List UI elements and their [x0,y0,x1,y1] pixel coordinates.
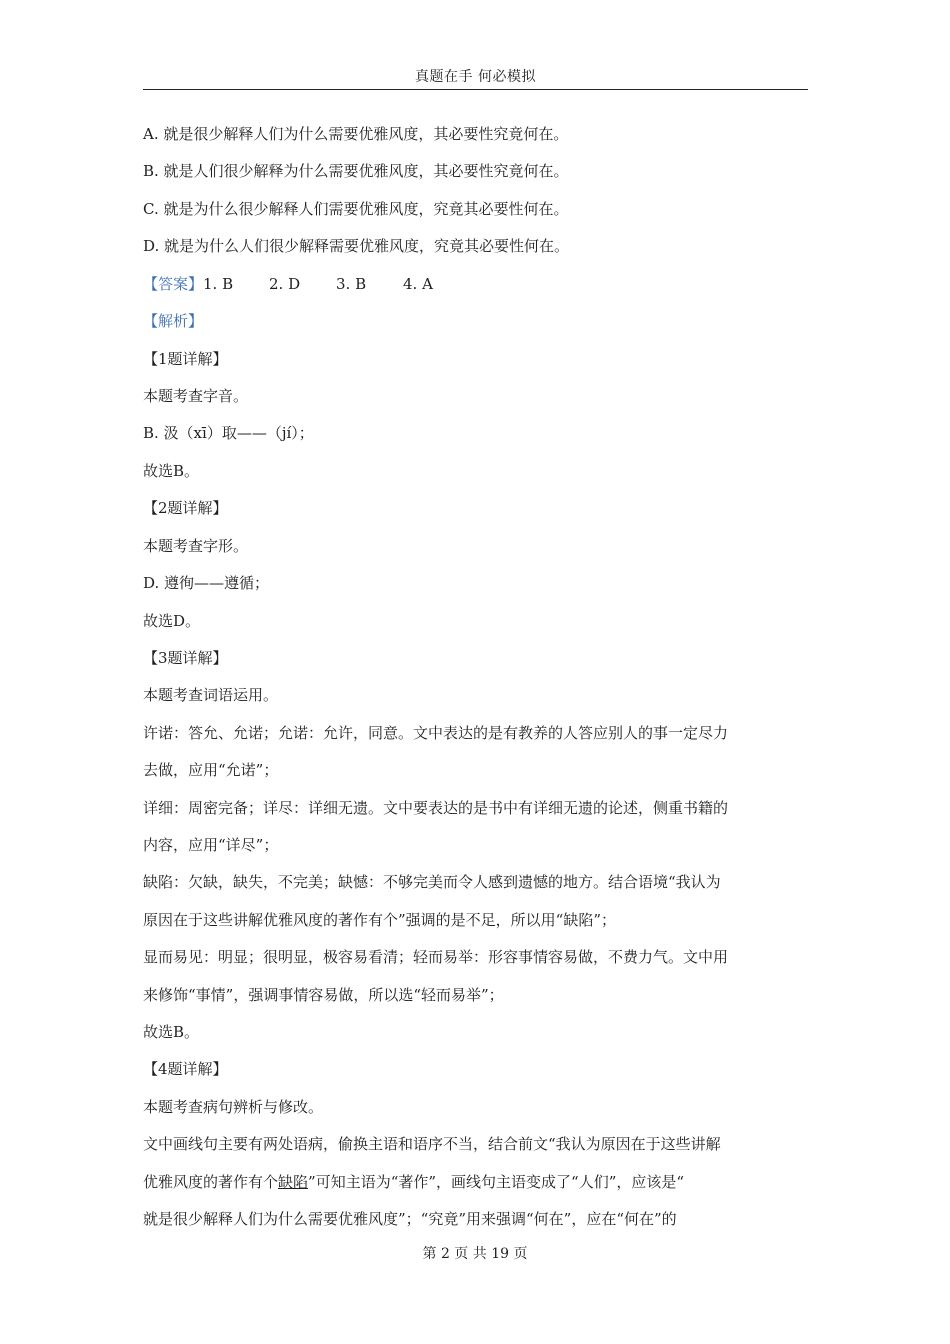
q3-text-line: 去做，应用“允诺”； [143,761,279,779]
q1-detail: B. 汲（xī）取——（jí）； [143,424,314,442]
q4-intro: 本题考查病句辨析与修改。 [143,1098,324,1116]
q4-line2-start: 优雅风度的著作有个 [143,1173,279,1191]
q2-heading: 【2题详解】 [143,499,228,517]
q1-intro: 本题考查字音。 [143,387,249,405]
answer-item: 2. D [269,275,301,293]
q3-text-line: 来修饰“事情”，强调事情容易做，所以选“轻而易举”； [143,986,504,1004]
q3-heading: 【3题详解】 [143,649,228,667]
q4-heading: 【4题详解】 [143,1060,228,1078]
analysis-label: 【解析】 [143,312,204,330]
q1-conclusion: 故选B。 [143,462,200,480]
option-c: C. 就是为什么很少解释人们需要优雅风度，究竟其必要性何在。 [143,200,569,218]
q3-text-line: 缺陷：欠缺，缺失，不完美；缺憾：不够完美而令人感到遗憾的地方。结合语境“我认为 [143,873,721,891]
answer-label: 【答案】 [143,275,204,293]
q3-text-line: 原因在于这些讲解优雅风度的著作有个”强调的是不足，所以用“缺陷”； [143,911,617,929]
q3-intro: 本题考查词语运用。 [143,686,279,704]
q3-text-line: 许诺：答允、允诺；允诺：允许，同意。文中表达的是有教养的人答应别人的事一定尽力 [143,724,729,742]
page-header: 真题在手 何必模拟 [415,69,536,85]
page-number: 第 2 页 共 19 页 [422,1246,528,1262]
q3-text-line: 内容，应用“详尽”； [143,836,279,854]
q3-text-line: 详细：周密完备；详尽：详细无遗。文中要表达的是书中有详细无遗的论述，侧重书籍的 [143,799,729,817]
option-b: B. 就是人们很少解释为什么需要优雅风度，其必要性究竟何在。 [143,162,569,180]
underlined-word: 缺陷 [278,1173,309,1191]
answer-item: 3. B [336,275,367,293]
q4-text-line [143,1172,813,1192]
q4-line2-end: ”可知主语为“著作”，画线句主语变成了“人们”，应该是“ [308,1173,685,1191]
header-divider [143,89,808,90]
q3-text-line: 显而易见：明显；很明显，极容易看清；轻而易举：形容事情容易做，不费力气。文中用 [143,948,729,966]
q2-intro: 本题考查字形。 [143,537,249,555]
q2-conclusion: 故选D。 [143,612,201,630]
option-a: A. 就是很少解释人们为什么需要优雅风度，其必要性究竟何在。 [143,125,569,143]
q2-detail: D. 遵徇——遵循； [143,574,270,592]
q1-heading: 【1题详解】 [143,350,228,368]
option-d: D. 就是为什么人们很少解释需要优雅风度，究竟其必要性何在。 [143,237,570,255]
q4-text-line: 文中画线句主要有两处语病，偷换主语和语序不当，结合前文“我认为原因在于这些讲解 [143,1135,721,1153]
answer-line [143,274,813,294]
answer-item: 1. B [203,275,234,293]
q3-conclusion: 故选B。 [143,1023,200,1041]
q4-text-line: 就是很少解释人们为什么需要优雅风度”；“究竟”用来强调“何在”，应在“何在”的 [143,1210,677,1228]
answer-item: 4. A [403,275,433,293]
